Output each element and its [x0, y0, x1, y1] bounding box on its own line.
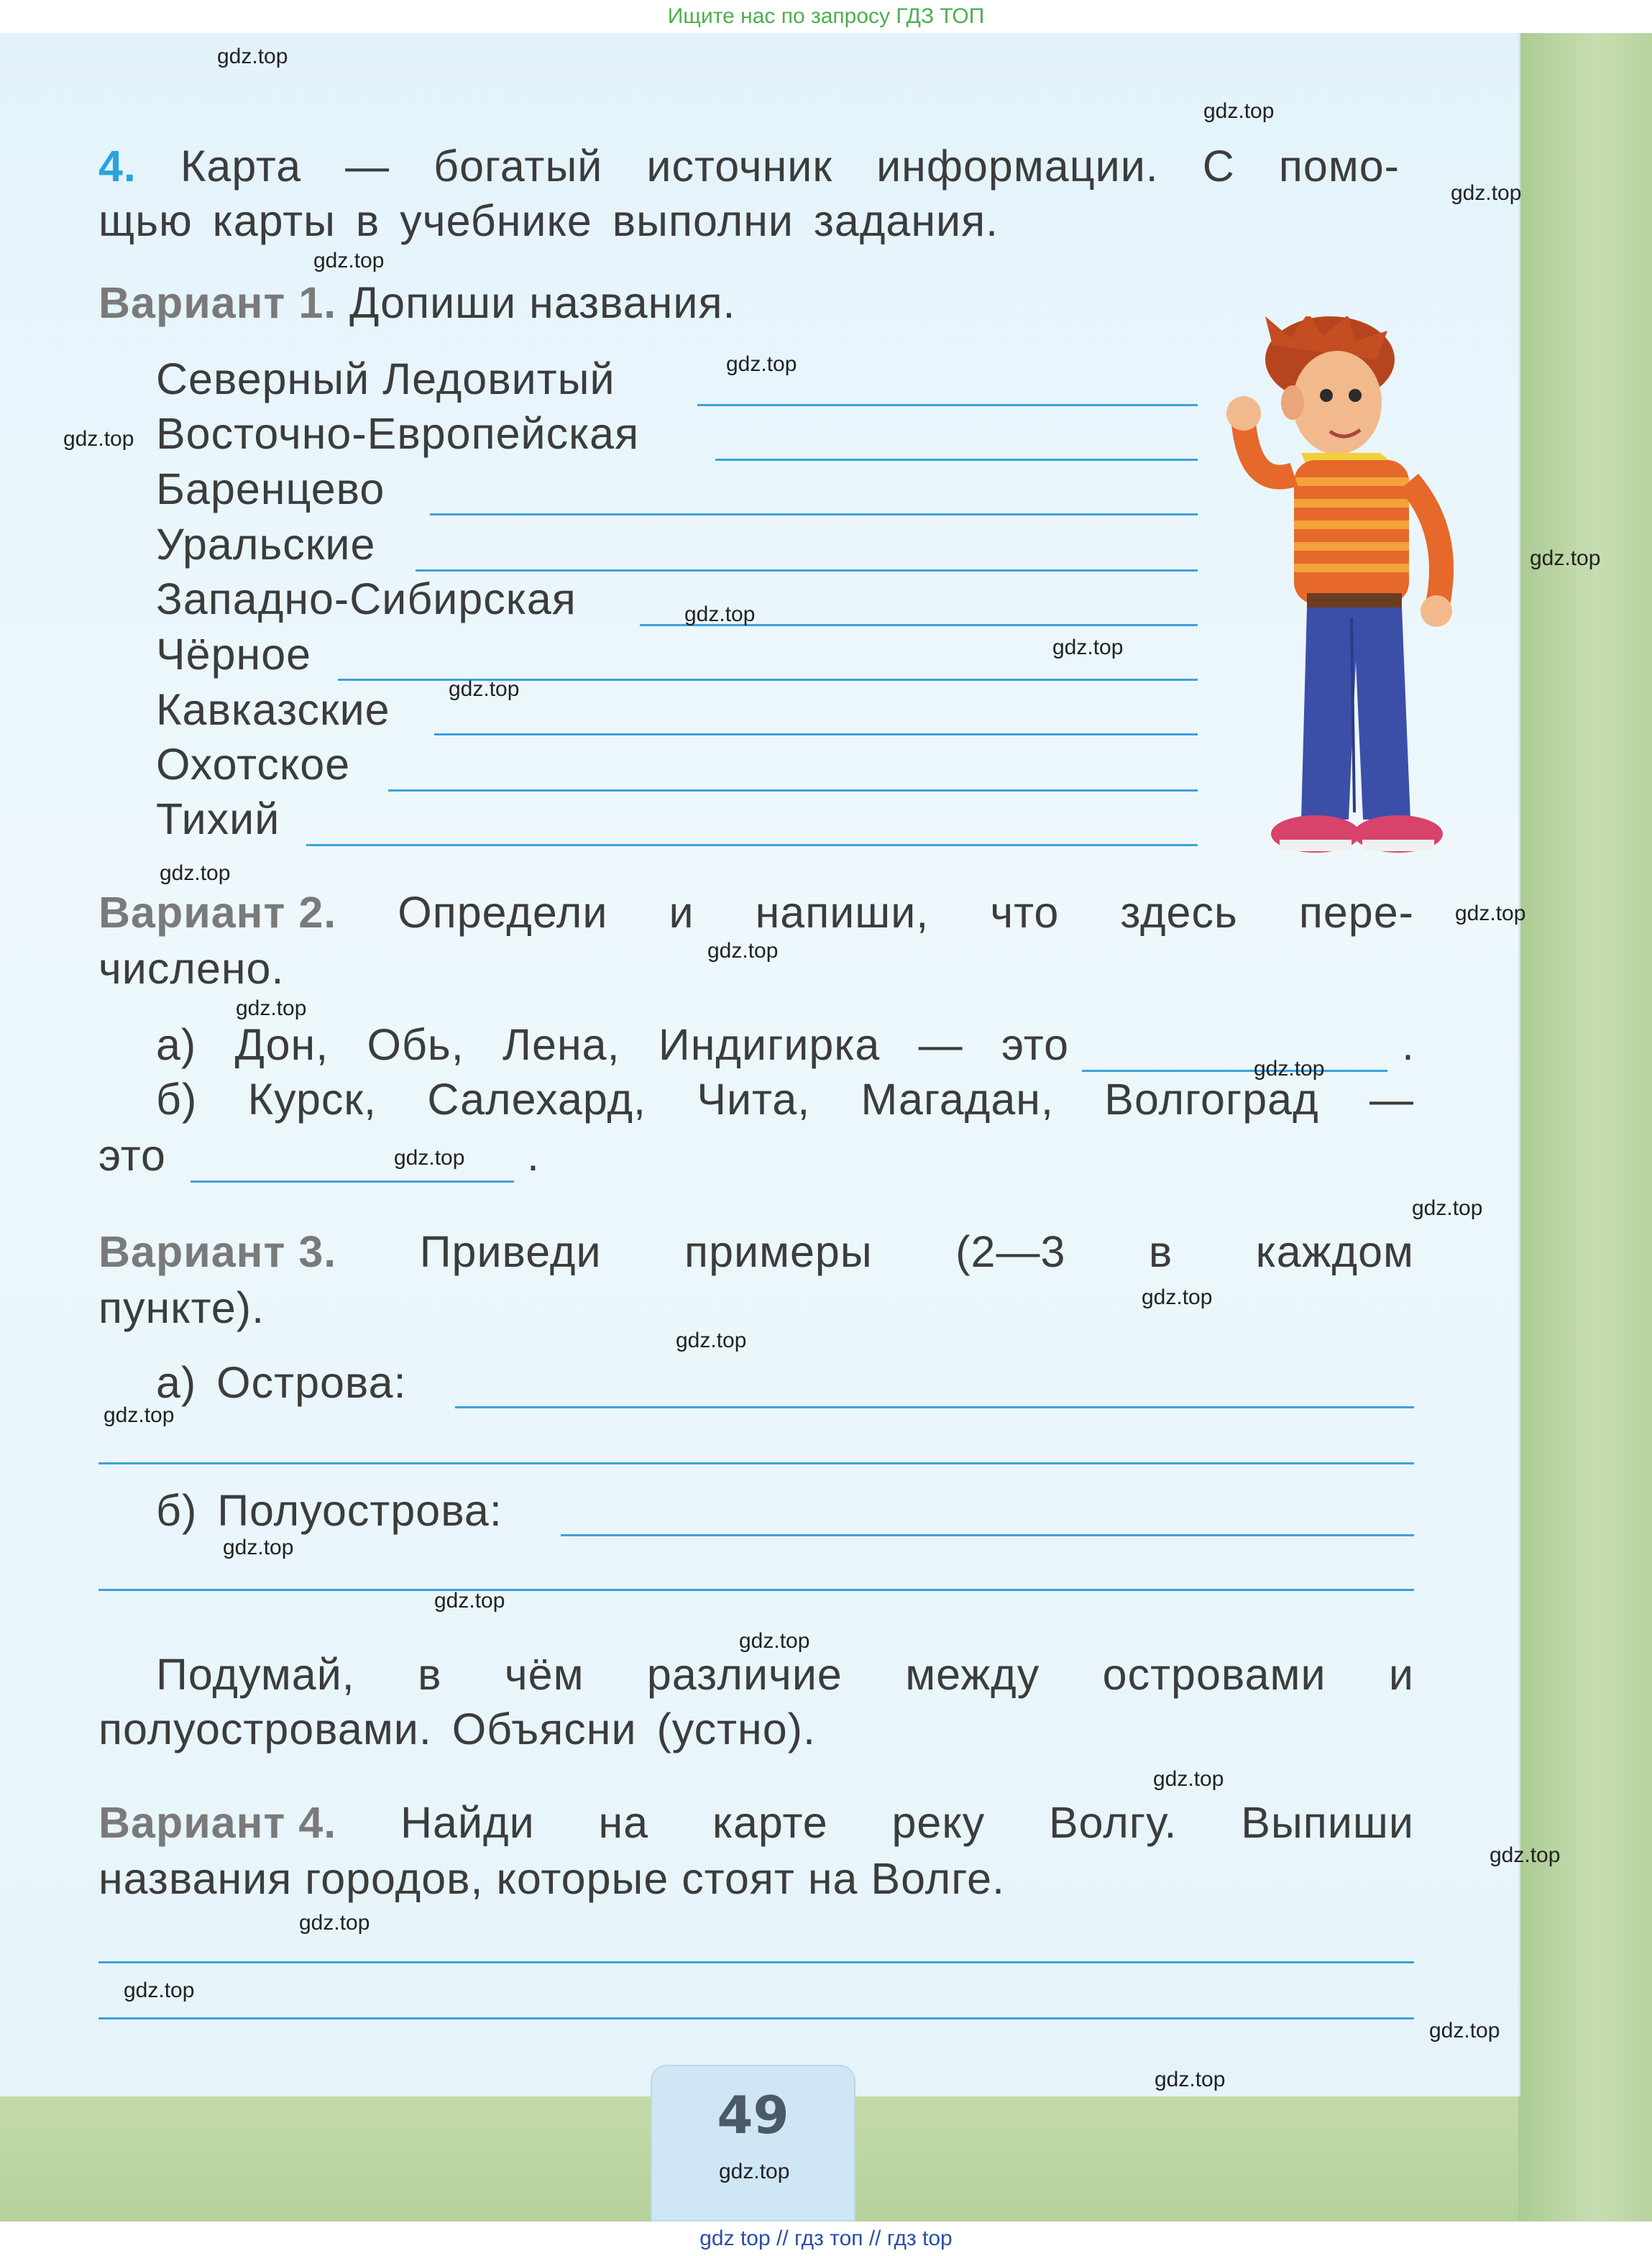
watermark: gdz.top — [160, 861, 231, 885]
variant1-instruction: Допиши названия. — [349, 278, 736, 327]
answer-line[interactable] — [98, 1589, 1414, 1591]
variant4-line2: названия городов, которые стоят на Волге. — [98, 1854, 1006, 1903]
answer-line[interactable] — [306, 844, 1198, 846]
answer-line[interactable] — [561, 1534, 1414, 1536]
variant2-line2: числено. — [98, 944, 285, 993]
variant3-heading: Вариант 3. — [98, 1227, 337, 1276]
watermark: gdz.top — [1451, 181, 1522, 205]
watermark: gdz.top — [434, 1589, 505, 1613]
variant3-line1: Вариант 3. Приведи примеры (2—3 в каждом — [98, 1227, 1414, 1276]
variant2-b-period: . — [527, 1131, 540, 1180]
answer-line[interactable] — [388, 789, 1198, 792]
variant1-item: Кавказские — [156, 685, 390, 734]
watermark: gdz.top — [449, 677, 520, 701]
variant2-a-period: . — [1402, 1020, 1415, 1069]
answer-line[interactable] — [191, 1180, 514, 1183]
watermark: gdz.top — [707, 939, 779, 963]
variant1-item: Охотское — [156, 740, 351, 789]
variant3-a: а) Острова: — [156, 1358, 407, 1407]
boy-illustration — [1222, 316, 1481, 863]
top-banner[interactable]: Ищите нас по запросу ГДЗ ТОП — [0, 0, 1652, 33]
variant1-item: Западно-Сибирская — [156, 574, 577, 623]
watermark: gdz.top — [1429, 2019, 1500, 2042]
watermark: gdz.top — [1155, 2068, 1226, 2091]
answer-line[interactable] — [98, 2017, 1414, 2019]
variant3-line2: пункте). — [98, 1283, 265, 1332]
watermark: gdz.top — [394, 1146, 465, 1170]
task-number: 4. — [98, 142, 137, 191]
variant2-line1: Вариант 2. Определи и напиши, что здесь пере- — [98, 888, 1414, 937]
variant1-item: Баренцево — [156, 464, 385, 513]
variant2-heading: Вариант 2. — [98, 888, 337, 937]
watermark: gdz.top — [676, 1329, 747, 1352]
watermark: gdz.top — [1203, 99, 1275, 123]
variant3-think-line2: полуостровами. Объясни (устно). — [98, 1705, 816, 1753]
answer-line[interactable] — [98, 1961, 1414, 1963]
watermark: gdz.top — [217, 45, 288, 68]
variant1-item: Тихий — [156, 794, 280, 843]
watermark: gdz.top — [1455, 902, 1526, 925]
watermark: gdz.top — [1254, 1057, 1325, 1081]
variant1-item: Чёрное — [156, 630, 312, 679]
watermark: gdz.top — [1052, 636, 1124, 659]
answer-line[interactable] — [715, 459, 1198, 461]
answer-line[interactable] — [430, 513, 1198, 515]
variant2-b: б) Курск, Салехард, Чита, Магадан, Волгоград — — [156, 1075, 1414, 1124]
watermark: gdz.top — [1530, 546, 1601, 570]
variant1-item: Уральские — [156, 520, 376, 569]
variant1-title — [98, 278, 735, 328]
variant3-think: Подумай, в чём различие между островами и — [156, 1650, 1414, 1699]
variant1-item: Восточно-Европейская — [156, 409, 640, 458]
variant1-item: Северный Ледовитый — [156, 354, 615, 403]
answer-line[interactable] — [98, 1462, 1414, 1464]
watermark: gdz.top — [1153, 1767, 1224, 1791]
watermark: gdz.top — [223, 1536, 294, 1559]
watermark: gdz.top — [63, 427, 134, 451]
watermark: gdz.top — [739, 1629, 810, 1653]
watermark: gdz.top — [719, 2160, 790, 2183]
watermark: gdz.top — [124, 1978, 195, 2002]
task-intro-line1: 4. Карта — богатый источник информации. С помо- — [98, 142, 1400, 191]
watermark: gdz.top — [1142, 1285, 1213, 1309]
variant1-heading: Вариант 1. — [98, 278, 337, 327]
variant2-b-line2: это — [98, 1131, 166, 1180]
task-intro-line2: щью карты в учебнике выполни задания. — [98, 196, 999, 245]
watermark: gdz.top — [236, 996, 307, 1020]
answer-line[interactable] — [455, 1406, 1414, 1408]
answer-line[interactable] — [697, 404, 1198, 406]
bottom-banner[interactable]: gdz top // гдз топ // гдз top — [0, 2221, 1652, 2256]
page-number: 49 — [717, 2085, 789, 2145]
watermark: gdz.top — [299, 1911, 370, 1935]
variant4-heading: Вариант 4. — [98, 1798, 337, 1847]
answer-line[interactable] — [434, 733, 1198, 735]
side-green-border — [1510, 33, 1652, 2221]
variant4-line1: Вариант 4. Найди на карте реку Волгу. Выпиши — [98, 1798, 1414, 1847]
answer-line[interactable] — [1082, 1070, 1387, 1072]
variant3-b: б) Полуострова: — [156, 1486, 503, 1535]
watermark: gdz.top — [726, 352, 797, 376]
watermark: gdz.top — [104, 1403, 175, 1427]
watermark: gdz.top — [1412, 1196, 1483, 1220]
watermark: gdz.top — [684, 602, 756, 626]
watermark: gdz.top — [313, 249, 385, 272]
answer-line[interactable] — [416, 569, 1198, 572]
variant2-a: а) Дон, Обь, Лена, Индигирка — это — [156, 1020, 1069, 1069]
watermark: gdz.top — [1490, 1843, 1561, 1867]
